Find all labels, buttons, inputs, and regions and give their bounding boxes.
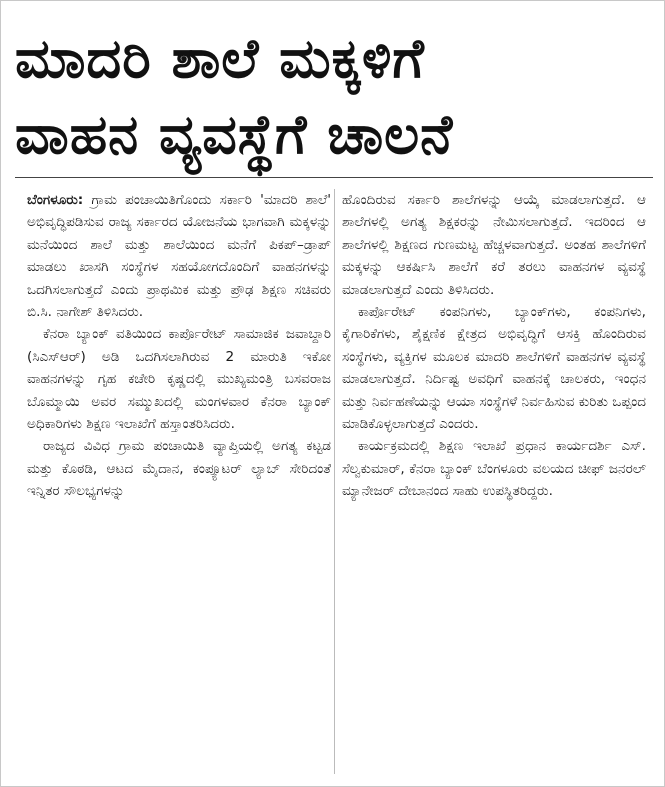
article-paragraph: ಹೊಂದಿರುವ ಸರ್ಕಾರಿ ಶಾಲೆಗಳನ್ನು ಆಯ್ಕೆ ಮಾಡಲಾಗುತ್ತದೆ. ಆ ಶಾಲೆಗಳಲ್ಲಿ ಅಗತ್ಯ ಶಿಕ್ಷಕರನ್ನು ನೇಮಿಸಲಾಗುತ್ತದೆ. ಇದರಿಂದ ಆ ಶಾಲೆಗಳಲ್ಲಿ ಶಿಕ್ಷಣದ ಗುಣಮಟ್ಟ ಹೆಚ್ಚಳವಾಗುತ್ತದೆ. ಅಂತಹ ಶಾಲೆಗಳಿಗೆ ಮಕ್ಕಳನ್ನು ಆಕರ್ಷಿಸಿ ಶಾಲೆಗೆ ಕರೆ ತರಲು ವಾಹನಗಳ ವ್ಯವಸ್ಥೆ ಮಾಡಲಾಗುತ್ತದೆ ಎಂದು ತಿಳಿಸಿದರು. [342, 192, 646, 298]
article-paragraph: ರಾಜ್ಯದ ವಿವಿಧ ಗ್ರಾಮ ಪಂಚಾಯಿತಿ ವ್ಯಾಪ್ತಿಯಲ್ಲಿ ಅಗತ್ಯ ಕಟ್ಟಡ ಮತ್ತು ಕೊಠಡಿ, ಆಟದ ಮೈದಾನ, ಕಂಪ್ಯೂಟರ್ ಲ್ಯಾಬ್ ಸೇರಿದಂತೆ ಇನ್ನಿತರ ಸೌಲಭ್ಯಗಳನ್ನು [27, 438, 331, 500]
article-paragraph: ಕಾರ್ಪೊರೇಟ್ ಕಂಪನಿಗಳು, ಬ್ಯಾಂಕ್‌ಗಳು, ಕಂಪನಿಗಳು, ಕೈಗಾರಿಕೆಗಳು, ಶೈಕ್ಷಣಿಕ ಕ್ಷೇತ್ರದ ಅಭಿವೃದ್ಧಿಗೆ ಆಸಕ್ತಿ ಹೊಂದಿರುವ ಸಂಸ್ಥೆಗಳು, ವ್ಯಕ್ತಿಗಳ ಮೂಲಕ ಮಾದರಿ ಶಾಲೆಗಳಿಗೆ ವಾಹನಗಳ ವ್ಯವಸ್ಥೆ ಮಾಡಲಾಗುತ್ತದೆ. ನಿರ್ದಿಷ್ಟ ಅವಧಿಗೆ ವಾಹನಕ್ಕೆ ಚಾಲಕರು, ಇಂಧನ ಮತ್ತು ನಿರ್ವಹಣೆಯನ್ನು ಆಯಾ ಸಂಸ್ಥೆಗಳೆ ನಿರ್ವಹಿಸುವ ಕುರಿತು ಒಪ್ಪಂದ ಮಾಡಿಕೊಳ್ಳಲಾಗುತ್ತದೆ ಎಂದರು. [342, 304, 646, 433]
headline-line-1: ಮಾದರಿ ಶಾಲೆ ಮಕ್ಕಳಿಗೆ [15, 27, 425, 90]
column-divider [334, 189, 335, 774]
paragraph-text: ಗ್ರಾಮ ಪಂಚಾಯಿತಿಗೊಂದು ಸರ್ಕಾರಿ 'ಮಾದರಿ ಶಾಲೆ' ಅಭಿವೃದ್ಧಿಪಡಿಸುವ ರಾಜ್ಯ ಸರ್ಕಾರದ ಯೋಜನೆಯ ಭಾಗವಾಗಿ ಮಕ್ಕಳನ್ನು ಮನೆಯಿಂದ ಶಾಲೆ ಮತ್ತು ಶಾಲೆಯಿಂದ ಮನೆಗೆ ಪಿಕಪ್–ಡ್ರಾಪ್ ಮಾಡಲು ಖಾಸಗಿ ಸಂಸ್ಥೆಗಳ ಸಹಯೋಗದೊಂದಿಗೆ ವಾಹನಗಳನ್ನು ಒದಗಿಸಲಾಗುತ್ತದೆ ಎಂದು ಪ್ರಾಥಮಿಕ ಮತ್ತು ಪ್ರೌಢ ಶಿಕ್ಷಣ ಸಚಿವರು ಬಿ.ಸಿ. ನಾಗೇಶ್ ತಿಳಿಸಿದರು. [27, 192, 331, 321]
headline [15, 21, 655, 173]
article-paragraph [27, 189, 331, 323]
article-paragraph: ಕೆನರಾ ಬ್ಯಾಂಕ್ ವತಿಯಿಂದ ಕಾರ್ಪೊರೇಟ್ ಸಾಮಾಜಿಕ ಜವಾಬ್ದಾರಿ (ಸಿಎಸ್ಆರ್) ಅಡಿ ಒದಗಿಸಲಾಗಿರುವ 2 ಮಾರುತಿ ಇಕೋ ವಾಹನಗಳನ್ನು ಗೃಹ ಕಚೇರಿ ಕೃಷ್ಣದಲ್ಲಿ ಮುಖ್ಯಮಂತ್ರಿ ಬಸವರಾಜ ಬೊಮ್ಮಾಯಿ ಅವರ ಸಮ್ಮುಖದಲ್ಲಿ ಮಂಗಳವಾರ ಕೆನರಾ ಬ್ಯಾಂಕ್ ಅಧಿಕಾರಿಗಳು ಶಿಕ್ಷಣ ಇಲಾಖೆಗೆ ಹಸ್ತಾಂತರಿಸಿದರು. [27, 326, 331, 433]
headline-line-2: ವಾಹನ ವ್ಯವಸ್ಥೆಗೆ ಚಾಲನೆ [15, 103, 454, 166]
article-paragraph: ಕಾರ್ಯಕ್ರಮದಲ್ಲಿ ಶಿಕ್ಷಣ ಇಲಾಖೆ ಪ್ರಧಾನ ಕಾರ್ಯದರ್ಶಿ ಎಸ್. ಸೆಲ್ವಕುಮಾರ್, ಕೆನರಾ ಬ್ಯಾಂಕ್ ಬೆಂಗಳೂರು ವಲಯದ ಚೀಫ್ ಜನರಲ್ ಮ್ಯಾನೇಜರ್ ದೇಬಾನಂದ ಸಾಹು ಉಪಸ್ಥಿತರಿದ್ದರು. [342, 438, 646, 500]
article-column-right [342, 189, 646, 779]
headline-divider [15, 177, 653, 178]
dateline: ಬೆಂಗಳೂರು: [27, 192, 84, 208]
article-column-left [27, 189, 331, 779]
